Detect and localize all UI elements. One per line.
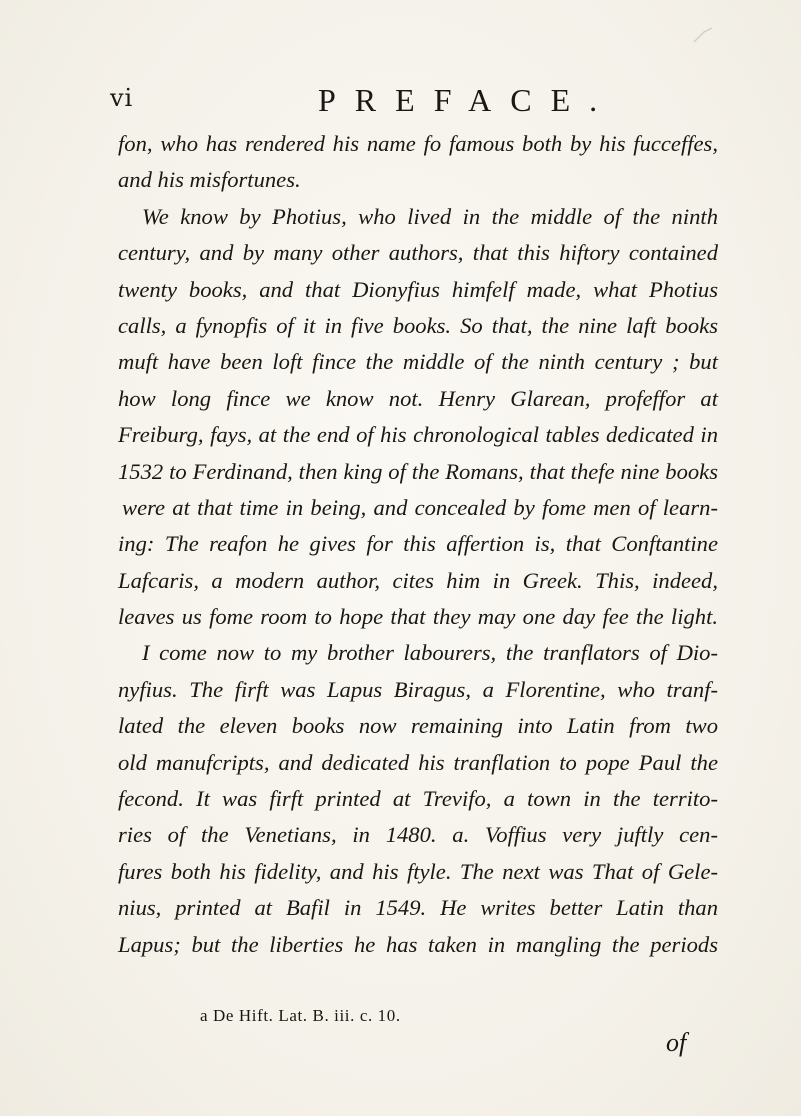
body-text (118, 126, 718, 963)
text-line: century, and by many other authors, that this hiftory contained (118, 240, 718, 266)
page-number: vi (110, 84, 134, 112)
text-line: We know by Photius, who lived in the middle of the ninth (142, 203, 718, 229)
text-line: Lafcaris, a modern author, cites him in Greek. This, indeed, (118, 567, 718, 593)
text-line: ries of the Venetians, in 1480. a. Voffius very juftly cen- (118, 822, 718, 848)
page-header (0, 84, 801, 124)
text-line: twenty books, and that Dionyfius himfelf made, what Photius (118, 276, 718, 302)
ink-mark-icon (690, 20, 720, 50)
text-line: fon, who has rendered his name fo famous both by his fucceffes, (118, 131, 718, 156)
text-line: and his misfortunes. (118, 167, 301, 193)
text-line: old manufcripts, and dedicated his tranflation to pope Paul the (118, 749, 718, 775)
text-line: how long fince we know not. Henry Glarean, profeffor at (118, 385, 718, 411)
text-line: calls, a fynopfis of it in five books. So that, the nine laft books (118, 312, 718, 338)
running-head: PREFACE. (318, 82, 617, 118)
text-line: ing: The reafon he gives for this affertion is, that Conftantine (118, 531, 718, 557)
text-line: leaves us fome room to hope that they may one day fee the light. (118, 604, 718, 630)
footnote: a De Hift. Lat. B. iii. c. 10. (200, 1006, 401, 1025)
text-line: Freiburg, fays, at the end of his chronological tables dedicated in (118, 422, 718, 448)
text-line: Lapus; but the liberties he has taken in mangling the periods (118, 931, 718, 957)
text-line: muft have been loft fince the middle of the ninth century ; but (118, 349, 718, 375)
text-line: lated the eleven books now remaining into Latin from two (118, 713, 718, 739)
text-line: 1532 to Ferdinand, then king of the Romans, that thefe nine books (118, 458, 718, 484)
text-line: fures both his fidelity, and his ftyle. The next was That of Gele- (118, 858, 718, 884)
catchword: of (666, 1028, 687, 1057)
text-line: nius, printed at Bafil in 1549. He writes better Latin than (118, 895, 718, 921)
text-line: were at that time in being, and concealed by fome men of learn- (122, 494, 718, 520)
text-line: fecond. It was firft printed at Trevifo, a town in the territo- (118, 786, 718, 812)
text-line: nyfius. The firft was Lapus Biragus, a Florentine, who tranf- (118, 676, 718, 702)
text-line: I come now to my brother labourers, the tranflators of Dio- (142, 640, 718, 666)
